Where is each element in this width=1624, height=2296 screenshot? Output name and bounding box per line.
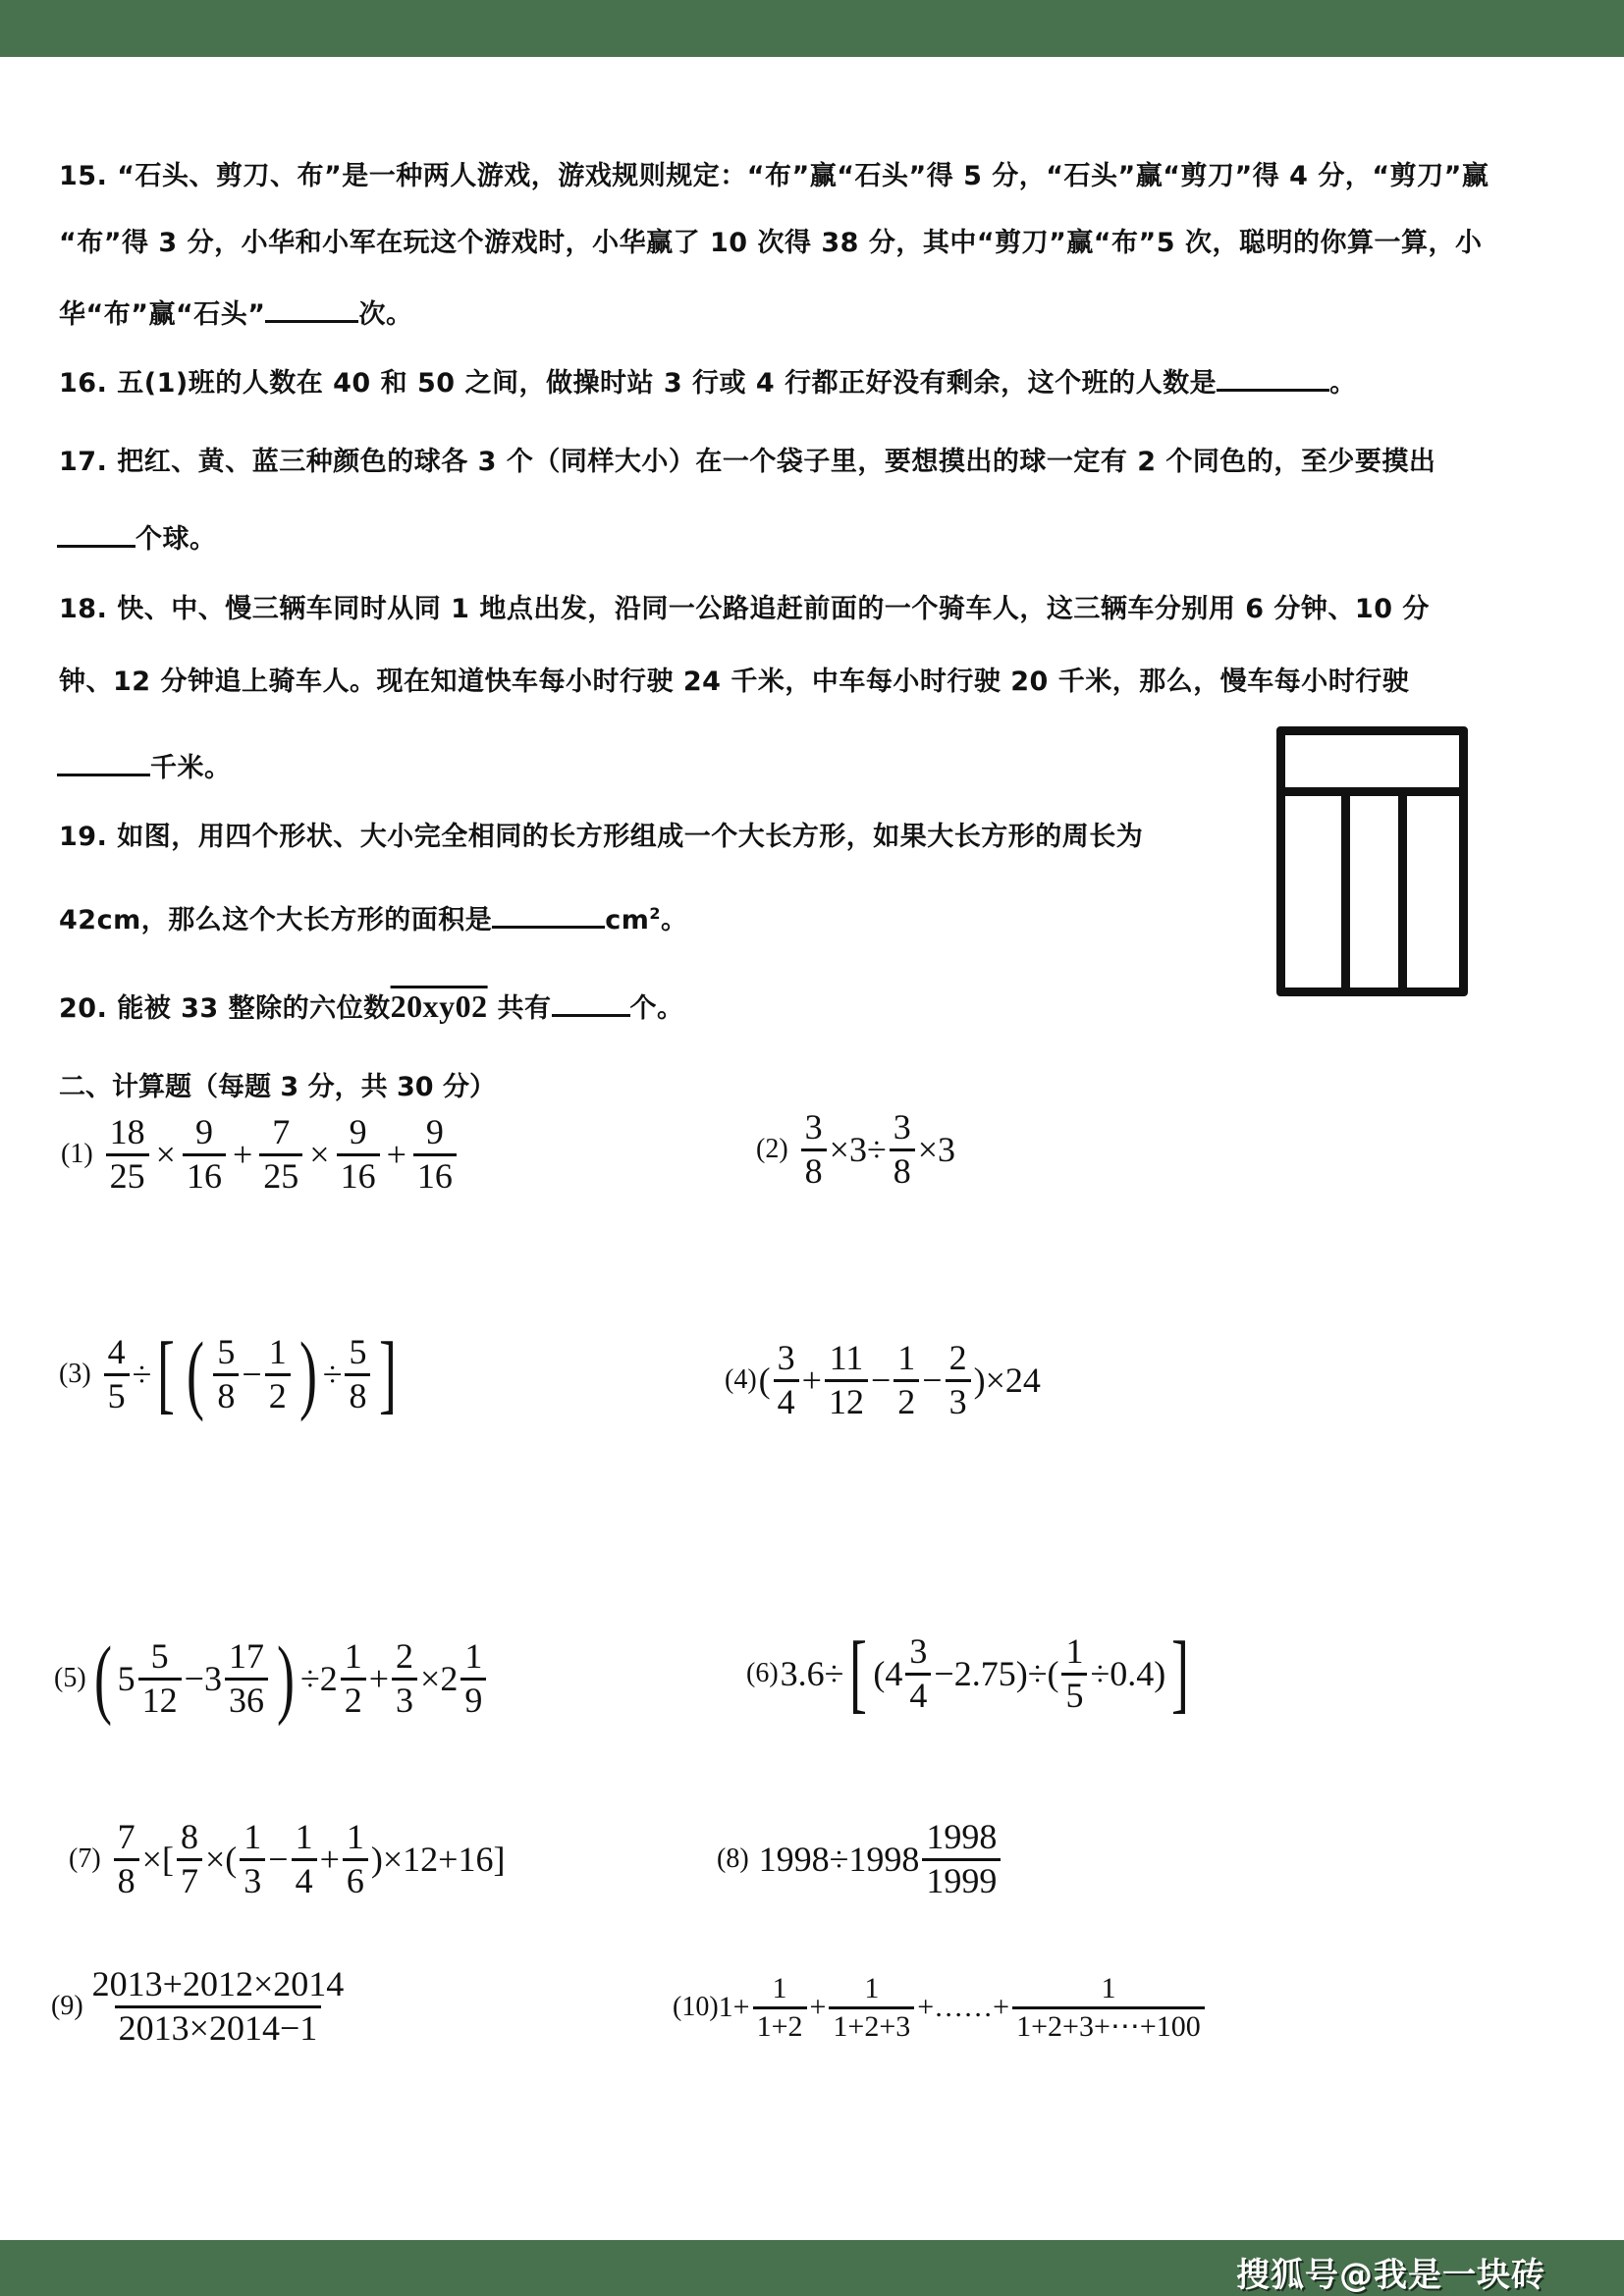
answer-blank-16[interactable] (1217, 363, 1329, 392)
whole-number: 2 (319, 1659, 338, 1698)
answer-blank-15[interactable] (265, 294, 358, 323)
operator: − (184, 1659, 204, 1698)
answer-blank-19[interactable] (492, 900, 605, 929)
calc-7 (69, 1819, 505, 1900)
fraction: $\frac{9}{16}$ (337, 1114, 380, 1196)
operator: − (242, 1355, 262, 1394)
fraction: $\frac{1}{3}$ (240, 1819, 265, 1900)
problem-20 (59, 987, 684, 1025)
problem-16-text: 16. 五(1)班的人数在 40 和 50 之间，做操时站 3 行或 4 行都正好没有剩余，这个班的人数是 (59, 368, 1218, 399)
answer-blank-17[interactable] (57, 519, 135, 548)
fraction: $\frac{1}{9}$ (460, 1638, 486, 1720)
problem-19-suffix: 。 (661, 905, 688, 935)
calc-label: (9) (51, 1991, 83, 2022)
operator: − (870, 1361, 892, 1401)
operator: × (420, 1659, 441, 1698)
problem-16-suffix: 。 (1329, 368, 1357, 399)
fraction: $\frac{1}{2}$ (265, 1334, 291, 1415)
expression-text: ×3÷ (829, 1130, 887, 1170)
expression-text: +……+ (917, 1991, 1010, 2023)
problem-18-suffix: 千米。 (150, 753, 232, 783)
expression-text: ×( (204, 1840, 238, 1880)
unit-cm: cm (605, 905, 650, 935)
calc-10 (673, 1973, 1208, 2042)
unit-exponent: 2 (649, 904, 661, 923)
fraction: $\frac{1}{2}$ (341, 1638, 366, 1720)
rectangle-figure (1276, 726, 1468, 996)
horizontal-divider (1276, 787, 1468, 796)
watermark: 搜狐号@我是一块砖 (1236, 2256, 1545, 2295)
operator: + (809, 1991, 827, 2023)
operator: + (232, 1135, 253, 1175)
expression-text: 1998÷1998 (758, 1840, 920, 1880)
fraction: $\frac{3}{4}$ (774, 1340, 799, 1421)
right-paren: ) (973, 1361, 986, 1401)
calc-label: (2) (756, 1134, 788, 1165)
operator: + (368, 1659, 390, 1698)
fraction: $\frac{4}{5}$ (104, 1334, 130, 1415)
problem-18-line-2: 钟、12 分钟追上骑车人。现在知道快车每小时行驶 24 千米，中车每小时行驶 20 千米，那么，慢车每小时行驶 (59, 667, 1410, 697)
calc-label: (8) (717, 1843, 749, 1875)
fraction: $\frac{11}{12}$ (825, 1340, 868, 1421)
calc-label: (1) (61, 1139, 93, 1170)
answer-blank-20[interactable] (552, 988, 630, 1017)
operator: ÷ (299, 1659, 320, 1698)
fraction: $\frac{5}{8}$ (213, 1334, 239, 1415)
fraction: $\frac{2}{3}$ (392, 1638, 417, 1720)
calc-9 (51, 1966, 351, 2048)
calc-label: (7) (69, 1843, 101, 1875)
fraction: $\frac{8}{7}$ (177, 1819, 202, 1900)
calc-2 (756, 1109, 955, 1191)
problem-20-text: 20. 能被 33 整除的六位数 (59, 993, 391, 1024)
problem-15-line-2: “布”得 3 分，小华和小军在玩这个游戏时，小华赢了 10 次得 38 分，其中“剪刀”赢“布”5 次，聪明的你算一算，小 (59, 228, 1483, 258)
calc-6 (746, 1625, 1195, 1722)
fraction: $\frac{9}{16}$ (413, 1114, 457, 1196)
operator: × (309, 1135, 330, 1175)
problem-15-line-1: 15. “石头、剪刀、布”是一种两人游戏，游戏规则规定：“布”赢“石头”得 5 分，“石头”赢“剪刀”得 4 分，“剪刀”赢 (59, 161, 1489, 191)
whole-number: 2 (440, 1659, 459, 1698)
problem-16 (59, 361, 1357, 400)
problem-19-text: 42cm，那么这个大长方形的面积是 (59, 905, 493, 935)
fraction: $\frac{7}{8}$ (114, 1819, 139, 1900)
expression-text: 3.6÷ (780, 1654, 844, 1693)
fraction: $\frac{5}{12}$ (138, 1638, 182, 1720)
fraction: $\frac{1}{1+2+3+\cdots+100}$ (1012, 1973, 1205, 2042)
calc-label: (4) (725, 1364, 757, 1396)
answer-blank-18[interactable] (57, 748, 150, 776)
expression-text: ×[ (141, 1840, 174, 1880)
problem-18-line-3 (57, 746, 232, 784)
top-band (0, 0, 1624, 57)
problem-15-suffix: 次。 (358, 299, 413, 330)
left-bracket: [ (849, 1625, 868, 1722)
vertical-divider-1 (1341, 791, 1350, 996)
calc-label: (10) (673, 1992, 719, 2022)
fraction: $\frac{3}{4}$ (905, 1633, 931, 1715)
operator: × (155, 1135, 176, 1175)
expression-text: ×3 (917, 1130, 956, 1170)
problem-20-suffix: 个。 (629, 993, 684, 1024)
problem-19-line-2 (59, 898, 688, 936)
expression-text: ÷0.4) (1090, 1654, 1166, 1693)
fraction: $\frac{3}{8}$ (890, 1109, 915, 1191)
calc-1 (61, 1114, 460, 1196)
fraction: $\frac{3}{8}$ (801, 1109, 827, 1191)
problem-19-line-1: 19. 如图，用四个形状、大小完全相同的长方形组成一个大长方形，如果大长方形的周长为 (59, 822, 1144, 852)
left-paren: ( (758, 1361, 771, 1401)
fraction: $\frac{5}{8}$ (345, 1334, 370, 1415)
operator: ÷ (322, 1355, 343, 1394)
fraction: $\frac{18}{25}$ (106, 1114, 149, 1196)
calc-label: (6) (746, 1658, 779, 1688)
operator: + (801, 1361, 822, 1401)
left-paren: ( (187, 1325, 205, 1422)
operator: − (922, 1361, 943, 1401)
whole-number: 5 (117, 1659, 135, 1698)
expression-text: 1+ (718, 1991, 750, 2023)
fraction: $\frac{2}{3}$ (946, 1340, 971, 1421)
fraction: $\frac{1}{5}$ (1061, 1633, 1087, 1715)
calc-label: (5) (54, 1663, 86, 1693)
right-bracket: ] (1171, 1625, 1190, 1722)
problem-17-suffix: 个球。 (135, 524, 217, 555)
vertical-divider-2 (1398, 791, 1407, 996)
calc-5 (54, 1629, 489, 1727)
left-bracket: [ (157, 1325, 176, 1422)
problem-15-text: 华“布”赢“石头” (59, 299, 266, 330)
problem-20-text-2: 共有 (487, 993, 552, 1024)
operator: + (386, 1135, 406, 1175)
calc-8 (717, 1819, 1003, 1900)
fraction: $\frac{9}{16}$ (183, 1114, 226, 1196)
fraction: $\frac{1998}{1999}$ (922, 1819, 1001, 1900)
problem-15-line-3 (59, 293, 412, 331)
fraction: $\frac{2013+2012\times 2014}{2013\times 2014-1}$ (91, 1964, 345, 2048)
expression-text: (4 (873, 1654, 903, 1693)
operator: + (319, 1840, 340, 1880)
operator: − (268, 1840, 289, 1880)
right-bracket: ] (379, 1325, 398, 1422)
fraction: $\frac{1}{4}$ (292, 1819, 317, 1900)
fraction: $\frac{17}{36}$ (225, 1638, 268, 1720)
fraction: $\frac{1}{1+2}$ (753, 1973, 807, 2042)
whole-number: 3 (203, 1659, 222, 1698)
expression-text: )×12+16] (370, 1840, 506, 1880)
right-paren: ) (276, 1629, 295, 1727)
right-paren: ) (298, 1325, 317, 1422)
problem-17-line-1: 17. 把红、黄、蓝三种颜色的球各 3 个（同样大小）在一个袋子里，要想摸出的球一定有 2 个同色的，至少要摸出 (59, 447, 1436, 477)
fraction: $\frac{1}{2}$ (893, 1340, 919, 1421)
fraction: $\frac{7}{25}$ (259, 1114, 302, 1196)
problem-18-line-1: 18. 快、中、慢三辆车同时从同 1 地点出发，沿同一公路追赶前面的一个骑车人，这三辆车分别用 6 分钟、10 分 (59, 594, 1430, 624)
problem-17-line-2 (57, 517, 217, 556)
expression-text: ×24 (985, 1361, 1041, 1401)
overlined-number: 20xy02 (390, 988, 488, 1024)
calc-label: (3) (59, 1359, 91, 1389)
big-rectangle (1276, 726, 1468, 996)
fraction: $\frac{1}{1+2+3}$ (829, 1973, 914, 2042)
calc-4 (725, 1340, 1041, 1421)
fraction: $\frac{1}{6}$ (343, 1819, 368, 1900)
section-2-title: 二、计算题（每题 3 分，共 30 分） (59, 1072, 496, 1102)
calc-3 (59, 1325, 403, 1422)
operator: ÷ (132, 1355, 152, 1394)
left-paren: ( (93, 1629, 112, 1727)
expression-text: −2.75)÷( (934, 1654, 1059, 1693)
